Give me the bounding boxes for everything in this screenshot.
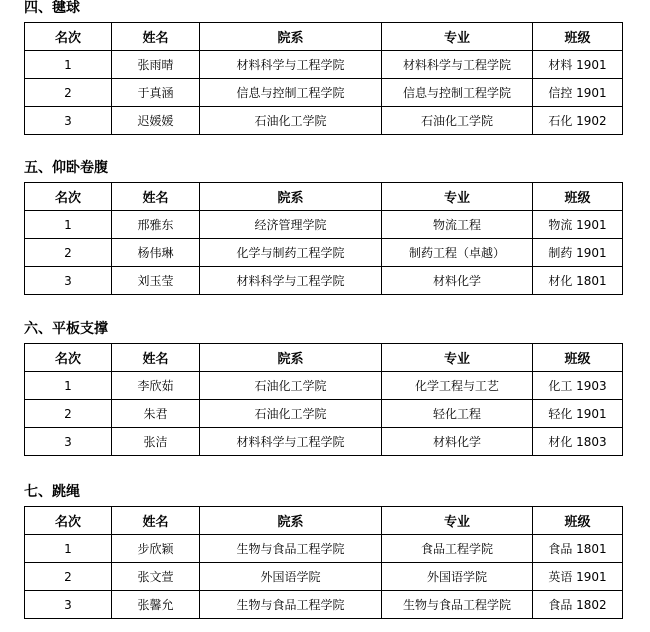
table-row — [25, 535, 623, 563]
cell-rank: 1 — [25, 535, 112, 563]
cell-college: 材料科学与工程学院 — [200, 428, 382, 456]
cell-class: 物流 1901 — [533, 211, 623, 239]
cell-rank: 2 — [25, 400, 112, 428]
results-table — [24, 343, 623, 456]
table-row — [25, 267, 623, 295]
cell-rank: 1 — [25, 372, 112, 400]
table-header-row — [25, 507, 623, 535]
cell-class: 食品 1801 — [533, 535, 623, 563]
header-name: 姓名 — [112, 23, 200, 51]
results-table — [24, 182, 623, 295]
header-college: 院系 — [200, 507, 382, 535]
cell-class: 化工 1903 — [533, 372, 623, 400]
cell-rank: 3 — [25, 107, 112, 135]
cell-class: 石化 1902 — [533, 107, 623, 135]
cell-name: 杨伟琳 — [112, 239, 200, 267]
cell-rank: 1 — [25, 51, 112, 79]
header-major: 专业 — [382, 183, 533, 211]
cell-rank: 3 — [25, 591, 112, 619]
cell-class: 轻化 1901 — [533, 400, 623, 428]
cell-college: 生物与食品工程学院 — [200, 591, 382, 619]
cell-major: 生物与食品工程学院 — [382, 591, 533, 619]
header-college: 院系 — [200, 344, 382, 372]
section-title: 四、毽球 — [24, 0, 80, 16]
header-name: 姓名 — [112, 344, 200, 372]
header-major: 专业 — [382, 344, 533, 372]
header-class: 班级 — [533, 183, 623, 211]
cell-name: 步欣颖 — [112, 535, 200, 563]
table-row — [25, 428, 623, 456]
cell-name: 于真涵 — [112, 79, 200, 107]
cell-major: 外国语学院 — [382, 563, 533, 591]
cell-rank: 2 — [25, 79, 112, 107]
header-major: 专业 — [382, 507, 533, 535]
cell-name: 张馨允 — [112, 591, 200, 619]
cell-major: 化学工程与工艺 — [382, 372, 533, 400]
header-rank: 名次 — [25, 183, 112, 211]
cell-college: 材料科学与工程学院 — [200, 267, 382, 295]
section-title: 六、平板支撑 — [24, 321, 108, 337]
header-name: 姓名 — [112, 507, 200, 535]
header-class: 班级 — [533, 23, 623, 51]
header-name: 姓名 — [112, 183, 200, 211]
header-rank: 名次 — [25, 344, 112, 372]
table-row — [25, 79, 623, 107]
cell-class: 材化 1801 — [533, 267, 623, 295]
cell-major: 材料科学与工程学院 — [382, 51, 533, 79]
cell-rank: 2 — [25, 239, 112, 267]
cell-name: 刘玉莹 — [112, 267, 200, 295]
header-college: 院系 — [200, 183, 382, 211]
cell-college: 材料科学与工程学院 — [200, 51, 382, 79]
cell-college: 石油化工学院 — [200, 107, 382, 135]
cell-class: 信控 1901 — [533, 79, 623, 107]
cell-name: 李欣茹 — [112, 372, 200, 400]
cell-name: 邢雅东 — [112, 211, 200, 239]
cell-college: 信息与控制工程学院 — [200, 79, 382, 107]
cell-major: 食品工程学院 — [382, 535, 533, 563]
table-row — [25, 239, 623, 267]
table-row — [25, 591, 623, 619]
header-major: 专业 — [382, 23, 533, 51]
cell-rank: 2 — [25, 563, 112, 591]
cell-name: 朱君 — [112, 400, 200, 428]
cell-major: 材料化学 — [382, 267, 533, 295]
section-title: 五、仰卧卷腹 — [24, 160, 108, 176]
section-title: 七、跳绳 — [24, 484, 80, 500]
cell-major: 轻化工程 — [382, 400, 533, 428]
cell-college: 生物与食品工程学院 — [200, 535, 382, 563]
cell-college: 经济管理学院 — [200, 211, 382, 239]
header-rank: 名次 — [25, 23, 112, 51]
header-class: 班级 — [533, 344, 623, 372]
table-header-row — [25, 344, 623, 372]
cell-major: 制药工程（卓越） — [382, 239, 533, 267]
cell-class: 制药 1901 — [533, 239, 623, 267]
cell-class: 食品 1802 — [533, 591, 623, 619]
cell-college: 外国语学院 — [200, 563, 382, 591]
cell-major: 材料化学 — [382, 428, 533, 456]
table-row — [25, 107, 623, 135]
cell-college: 石油化工学院 — [200, 400, 382, 428]
results-table — [24, 506, 623, 619]
cell-name: 张雨晴 — [112, 51, 200, 79]
cell-rank: 1 — [25, 211, 112, 239]
table-row — [25, 400, 623, 428]
cell-major: 物流工程 — [382, 211, 533, 239]
table-row — [25, 372, 623, 400]
header-college: 院系 — [200, 23, 382, 51]
header-rank: 名次 — [25, 507, 112, 535]
cell-college: 石油化工学院 — [200, 372, 382, 400]
cell-rank: 3 — [25, 428, 112, 456]
table-row — [25, 51, 623, 79]
cell-class: 材化 1803 — [533, 428, 623, 456]
cell-college: 化学与制药工程学院 — [200, 239, 382, 267]
cell-major: 信息与控制工程学院 — [382, 79, 533, 107]
cell-name: 张洁 — [112, 428, 200, 456]
cell-class: 材料 1901 — [533, 51, 623, 79]
table-header-row — [25, 183, 623, 211]
text-cursor — [622, 236, 623, 254]
table-row — [25, 563, 623, 591]
header-class: 班级 — [533, 507, 623, 535]
cell-name: 迟媛媛 — [112, 107, 200, 135]
cell-major: 石油化工学院 — [382, 107, 533, 135]
cell-class: 英语 1901 — [533, 563, 623, 591]
table-header-row — [25, 23, 623, 51]
cell-rank: 3 — [25, 267, 112, 295]
results-table — [24, 22, 623, 135]
table-row — [25, 211, 623, 239]
cell-name: 张文萱 — [112, 563, 200, 591]
